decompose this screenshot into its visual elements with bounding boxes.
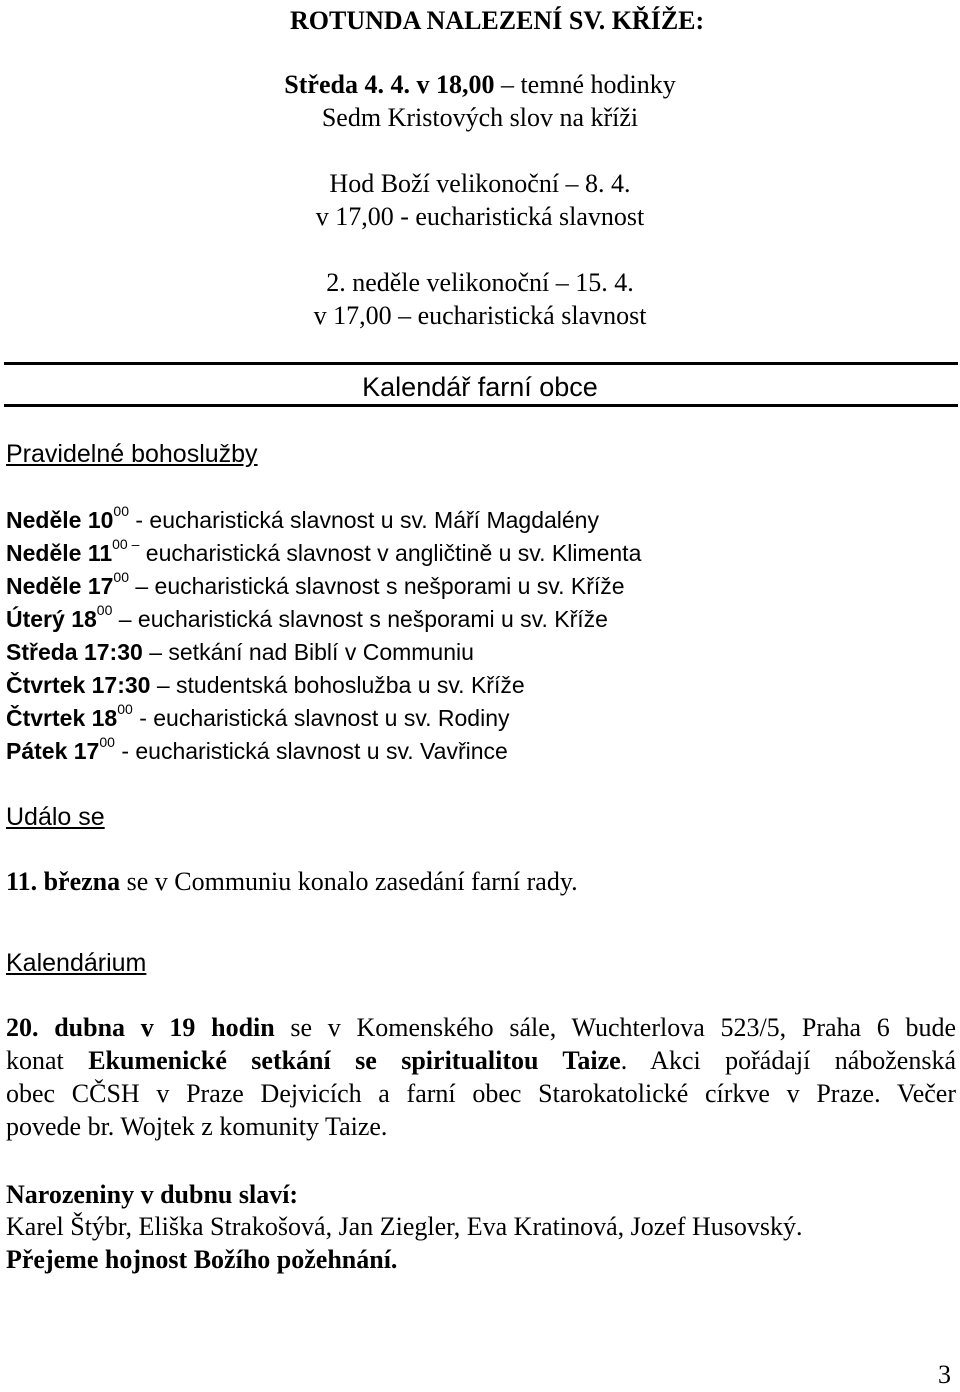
schedule-row: Čtvrtek 17:30 – studentská bohoslužba u sv. Kříže — [6, 672, 525, 698]
rotunda-title: ROTUNDA NALEZENÍ SV. KŘÍŽE: — [290, 6, 705, 35]
happened-heading: Událo se — [6, 803, 105, 831]
schedule-row: Neděle $11^{00 -}$ eucharistická slavnost v angličtině u sv. Klimenta — [6, 536, 642, 566]
page-number: 3 — [938, 1360, 951, 1389]
event1-sub: Sedm Kristových slov na kříži — [321, 103, 639, 132]
event2-text: v 17,00 - eucharistická slavnost — [315, 202, 645, 231]
schedule-row: Pátek $17^{00}$ - eucharistická slavnost u sv. Vavřince — [6, 734, 508, 764]
regular-heading: Pravidelné bohoslužby — [6, 440, 258, 468]
birthdays-wish: Přejeme hojnost Božího požehnání. — [6, 1245, 398, 1274]
happened-line: 11. března se v Communiu konalo zasedání farní rady. — [6, 867, 578, 896]
schedule-row: Neděle $17^{00}$ – eucharistická slavnost s nešporami u sv. Kříže — [6, 569, 625, 599]
kalendarium-line-1: 20. dubna v 19 hodin se v Komenského sále, Wuchterlova 523/5, Praha 6 bude — [6, 1013, 956, 1042]
event1-text: temné hodinky — [520, 70, 676, 99]
kalendarium-heading: Kalendárium — [6, 949, 147, 977]
schedule-row: Středa 17:30 – setkání nad Biblí v Communiu — [6, 639, 474, 665]
event3-title: 2. neděle velikonoční – 15. 4. — [326, 268, 634, 297]
kalendarium-line-4: povede br. Wojtek z komunity Taize. — [6, 1112, 388, 1141]
event1-date: Středa 4. 4. v 18,00 — [284, 70, 495, 99]
top-rule — [4, 362, 958, 365]
bottom-rule — [4, 404, 958, 407]
schedule-row: Úterý $18^{00}$ – eucharistická slavnost s nešporami u sv. Kříže — [6, 602, 608, 632]
kalendarium-line-3: obec CČSH v Praze Dejvicích a farní obec Starokatolické církve v Praze. Večer — [6, 1079, 956, 1108]
event2-title: Hod Boží velikonoční – 8. 4. — [329, 169, 631, 198]
event1-line — [0, 72, 960, 98]
birthdays-names: Karel Štýbr, Eliška Strakošová, Jan Ziegler, Eva Kratinová, Jozef Husovský. — [6, 1212, 803, 1241]
schedule-list — [6, 503, 642, 771]
schedule-row: Neděle $10^{00}$ - eucharistická slavnost u sv. Máří Magdalény — [6, 503, 599, 533]
event1-sep: – — [500, 70, 514, 99]
schedule-row: Čtvrtek $18^{00}$ - eucharistická slavnost u sv. Rodiny — [6, 701, 510, 731]
calendar-heading: Kalendář farní obce — [362, 372, 598, 402]
birthdays-heading: Narozeniny v dubnu slaví: — [6, 1180, 299, 1209]
event3-text: v 17,00 – eucharistická slavnost — [313, 301, 647, 330]
kalendarium-line-2: konat Ekumenické setkání se spiritualitou Taize. Akci pořádají náboženská — [6, 1046, 956, 1075]
